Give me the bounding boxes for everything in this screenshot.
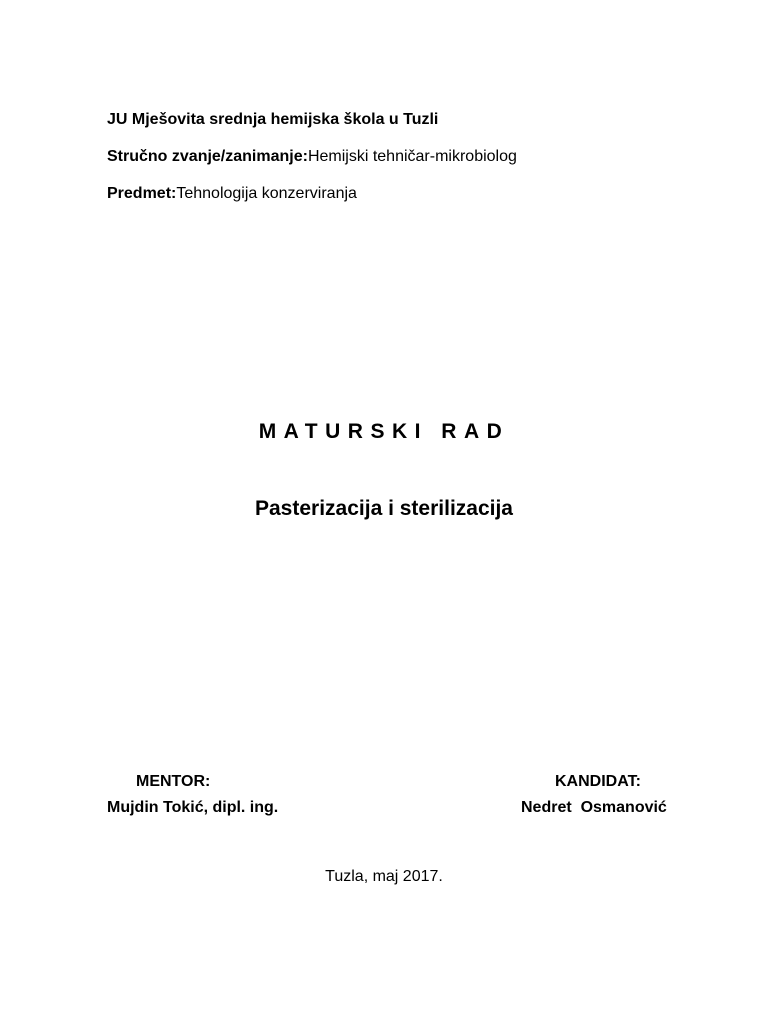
subject-label: Predmet:: [107, 185, 177, 202]
profession-label: Stručno zvanje/zanimanje:: [107, 148, 308, 165]
candidate-name: Nedret Osmanović: [521, 799, 667, 816]
school-name: JU Mješovita srednja hemijska škola u Tuzli: [107, 111, 439, 128]
document-type: MATURSKI RAD: [258, 420, 510, 443]
mentor-name: Mujdin Tokić, dipl. ing.: [107, 799, 279, 816]
subject-line: [107, 186, 357, 202]
profession-line: [107, 149, 517, 165]
mentor-label: MENTOR:: [136, 773, 211, 790]
document-title: Pasterizacija i sterilizacija: [255, 497, 513, 520]
candidate-label: KANDIDAT:: [555, 773, 641, 790]
subject-value: Tehnologija konzerviranja: [176, 185, 357, 202]
profession-value: Hemijski tehničar-mikrobiolog: [307, 148, 517, 165]
place-and-date: Tuzla, maj 2017.: [325, 868, 443, 885]
